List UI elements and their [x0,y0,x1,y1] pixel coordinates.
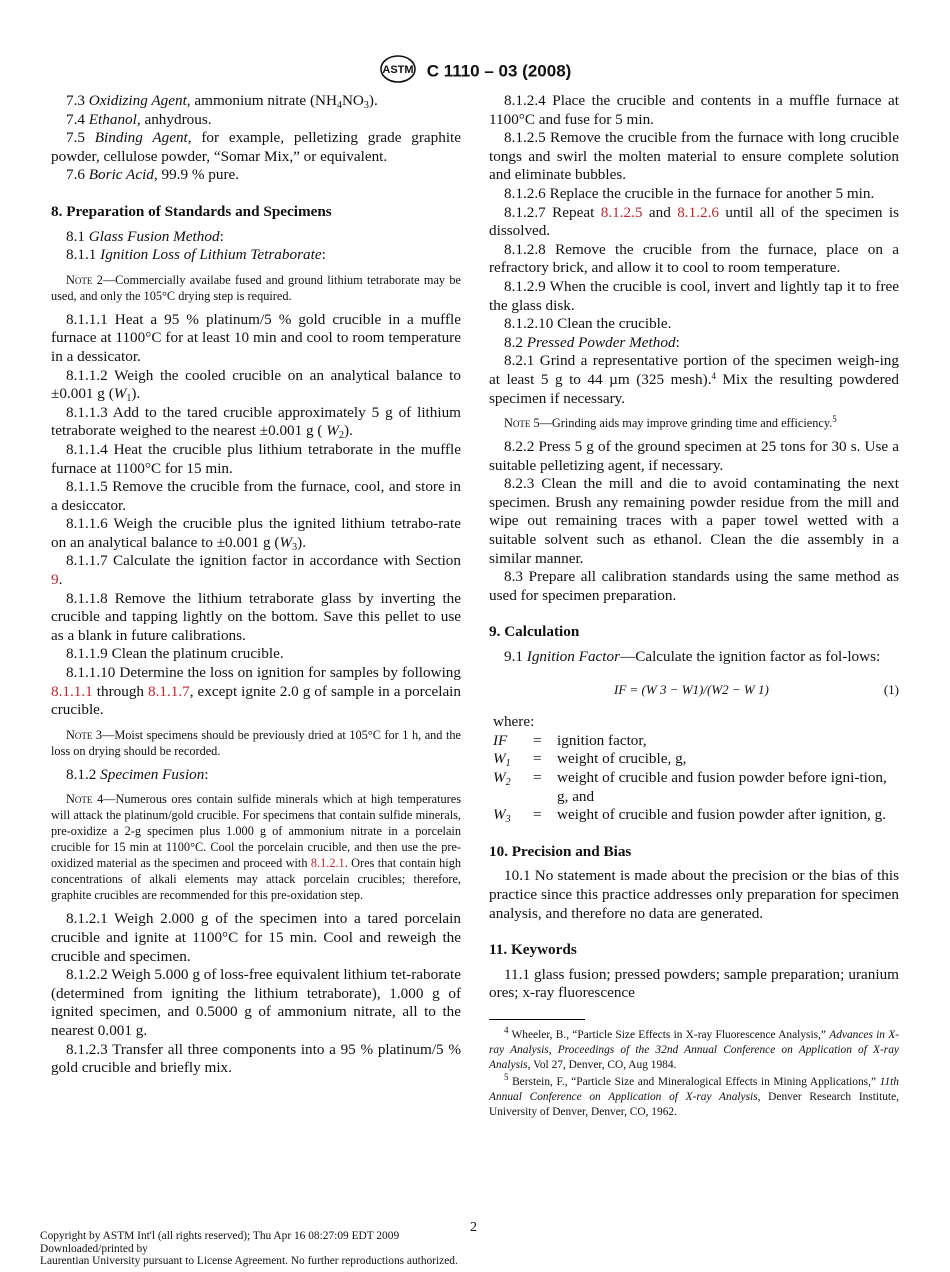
section-7-6: 7.6 Boric Acid, 99.9 % pure. [66,166,240,184]
variable-row: $W_3$ = weight of crucible and fusion powder after ignition, g. [493,806,886,826]
para-8-1-2-2: 8.1.2.2 Weigh 5.000 g of loss-free equivalent lithium tet-raborate (determined from igniting the lithium tetraborate), 1.000 g of ignited specimen, and 0.5000 g of ammonium nitrate, all to the nearest 0.001 g. [51,966,461,1039]
note-3: Note 3—Moist specimens should be previously dried at 105°C for 1 h, and the loss on drying should be recorded. [51,727,461,758]
copyright-notice: Copyright by ASTM Int'l (all rights reserved); Thu Apr 16 08:27:09 EDT 2009 Downloaded/printed by Laurentian University pursuant to License Agreement. No further reproductions authorized. [40,1230,458,1267]
para-8-1-1-2: 8.1.1.2 Weigh the cooled crucible on an analytical balance to ±0.001 g $(W_1)$. [51,366,461,405]
section-8-1-1: 8.1.1 Ignition Loss of Lithium Tetraborate: [66,246,326,264]
para-8-1-2-1: 8.1.2.1 Weigh 2.000 g of the specimen into a tared porcelain crucible and ignite at 1100°C for 15 min. Cool and reweigh the crucible and specimen. [51,910,461,965]
link-section-9[interactable]: 9 [51,571,59,589]
section-8-1-2: 8.1.2 Specimen Fusion: [66,765,209,783]
section-8-heading: 8. Preparation of Standards and Specimens [51,202,332,220]
document-id: C 1110 – 03 (2008) [426,61,572,81]
para-8-1-1-3: 8.1.1.3 Add to the tared crucible approximately 5 g of lithium tetraborate weighed to the nearest ±0.001 g ( $W_2$). [51,403,461,442]
para-8-3: 8.3 Prepare all calibration standards using the same method as used for specimen preparation. [489,568,899,604]
para-8-1-1-8: 8.1.1.8 Remove the lithium tetraborate glass by inverting the crucible and tapping lightly on the bottom. Save this pellet to use as a blank in future calibrations. [51,589,461,644]
page-number: 2 [470,1220,477,1235]
footnote-divider [489,1019,585,1020]
footnote-ref-4[interactable]: 4 [711,370,716,381]
para-8-1-1-5: 8.1.1.5 Remove the crucible from the furnace, cool, and store in a desiccator. [51,478,461,514]
para-8-1-2-9: 8.1.2.9 When the crucible is cool, invert and lightly tap it to free the glass disk. [489,277,899,314]
para-8-1-2-10: 8.1.2.10 Clean the crucible. [504,315,672,333]
where-label: where: [493,713,535,731]
section-8-1: 8.1 Glass Fusion Method: [66,227,224,245]
footnote-ref-5[interactable]: 5 [832,414,837,425]
para-8-1-2-5: 8.1.2.5 Remove the crucible from the furnace with long crucible tongs and swirl the molten material to ensure complete solution and eliminate bubbles. [489,129,899,184]
section-8-2: 8.2 Pressed Powder Method: [504,333,680,351]
para-8-2-1: 8.2.1 Grind a representative portion of the specimen weigh-ing at least 5 g to 44 µm (325 mesh).$^4$ Mix the resulting powdered specimen if necessary. [489,352,900,407]
para-8-1-2-7: 8.1.2.7 Repeat 8.1.2.5 and 8.1.2.6 until all of the specimen is dissolved. [489,203,900,240]
para-8-1-1-1: 8.1.1.1 Heat a 95 % platinum/5 % gold crucible in a muffle furnace at 1100°C for at least 10 min and cool to room temperature in a dessicator. [51,310,461,365]
astm-logo-icon [379,54,417,89]
para-8-1-2-6: 8.1.2.6 Replace the crucible in the furnace for another 5 min. [504,184,875,202]
section-7-4: 7.4 Ethanol, anhydrous. [66,110,212,128]
para-8-1-1-7: 8.1.1.7 Calculate the ignition factor in accordance with Section 9. [51,552,461,589]
para-8-1-1-9: 8.1.1.9 Clean the platinum crucible. [66,645,284,663]
section-9-heading: 9. Calculation [489,623,580,641]
section-10-heading: 10. Precision and Bias [489,842,632,860]
link-8-1-1-7[interactable]: 8.1.1.7 [148,682,190,700]
section-9-1: 9.1 Ignition Factor—Calculate the ignition factor as fol-lows: [504,648,881,666]
svg-text:ASTM: ASTM [382,64,414,76]
para-8-1-1-10: 8.1.1.10 Determine the loss on ignition for samples by following 8.1.1.1 through 8.1.1.7, except ignite 2.0 g of sample in a porcelain crucible. [51,664,461,719]
link-8-1-2-5[interactable]: 8.1.2.5 [600,203,643,221]
page-header [0,54,950,89]
link-8-1-2-1[interactable]: 8.1.2.1 [310,856,345,871]
note-5: Note 5—Grinding aids may improve grinding time and efficiency.$^5$ [504,414,837,431]
para-8-1-1-4: 8.1.1.4 Heat the crucible plus lithium tetraborate in the muffle furnace at 1100°C for 15 min. [51,440,461,477]
where-block [489,713,899,825]
note-4: Note 4—Numerous ores contain sulfide minerals which at high temperatures will attack the platinum/gold crucible. For specimens that contain sulfide minerals, pre-oxidize a 2-g specimen plus 1.000 g of ammonium nitrate in a porcelain crucible for 15 min at 1100°C. Cool the porcelain crucible, and then use the pre-oxidized material as the specimen and proceed with 8.1.2.1. Ores that contain high concentrations of alkali elements may attack porcelain crucibles; therefore, graphite crucibles are recommended for this pre-oxidation step. [51,792,461,903]
link-8-1-1-1[interactable]: 8.1.1.1 [51,682,93,700]
footnote-5: $^5$ Berstein, F., “Particle Size and Mineralogical Effects in Mining Applications,” 11th Annual Conference on Application of X-ray Analysis, Denver Research Institute, University of Denver, Denver, CO, 1962. [489,1071,899,1118]
section-7-5: 7.5 Binding Agent, for example, pelletizing grade graphite powder, cellulose powder, “Somar Mix,” or equivalent. [51,129,462,165]
variable-row: $W_2$ = weight of crucible and fusion powder before igni-tion, g, and [493,769,887,805]
section-11-heading: 11. Keywords [489,941,577,959]
right-column [489,92,899,1122]
footnote-4: $^4$ Wheeler, B., “Particle Size Effects in X-ray Fluorescence Analysis,” Advances in X-ray Analysis, Proceedings of the 32nd Annual Conference on Application of X-ray Analysis, Vol 27, Denver, CO, Aug 1984. [489,1024,899,1071]
para-8-1-1-6: 8.1.1.6 Weigh the crucible plus the ignited lithium tetrabo-rate on an analytical balance to ±0.001 g $(W_3)$. [51,515,461,553]
para-8-1-2-8: 8.1.2.8 Remove the crucible from the furnace, place on a refractory brick, and allow it to cool to room temperature. [489,240,899,277]
variable-row: IF = ignition factor, [493,731,647,749]
link-8-1-2-6[interactable]: 8.1.2.6 [677,203,719,221]
section-7-3: 7.3 Oxidizing Agent, ammonium nitrate $(NH_4NO_3)$. [66,92,378,111]
para-8-1-2-4: 8.1.2.4 Place the crucible and contents in a muffle furnace at 1100°C and fuse for 5 min. [489,92,899,128]
note-2: Note 2—Commercially availabe fused and ground lithium tetraborate may be used, and only the 105°C drying step is required. [51,272,461,303]
equation-expression: IF = (W 3 − W1)/(W2 − W 1) [614,681,769,697]
para-8-1-2-3: 8.1.2.3 Transfer all three components into a 95 % platinum/5 % gold crucible and briefly mix. [51,1040,461,1077]
equation-number: (1) [883,681,899,697]
para-8-2-2: 8.2.2 Press 5 g of the ground specimen at 25 tons for 30 s. Use a suitable pelletizing agent, if necessary. [489,438,899,474]
variable-row: $W_1$ = weight of crucible, g, [493,750,687,770]
equation-1 [489,681,899,700]
para-11-1: 11.1 glass fusion; pressed powders; sample preparation; uranium ores; x-ray fluorescence [489,965,899,1002]
para-8-2-3: 8.2.3 Clean the mill and die to avoid contaminating the next specimen. Brush any remaining powder residue from the mill and wipe out remaining traces with a paper towel wetted with a suitable solvent such as ethanol. Clean the die assembly in a similar manner. [489,475,899,567]
left-column [51,92,461,1078]
para-10-1: 10.1 No statement is made about the precision or the bias of this practice since this practice addresses only preparation for specimen analysis, and therefore no data are generated. [489,867,899,922]
